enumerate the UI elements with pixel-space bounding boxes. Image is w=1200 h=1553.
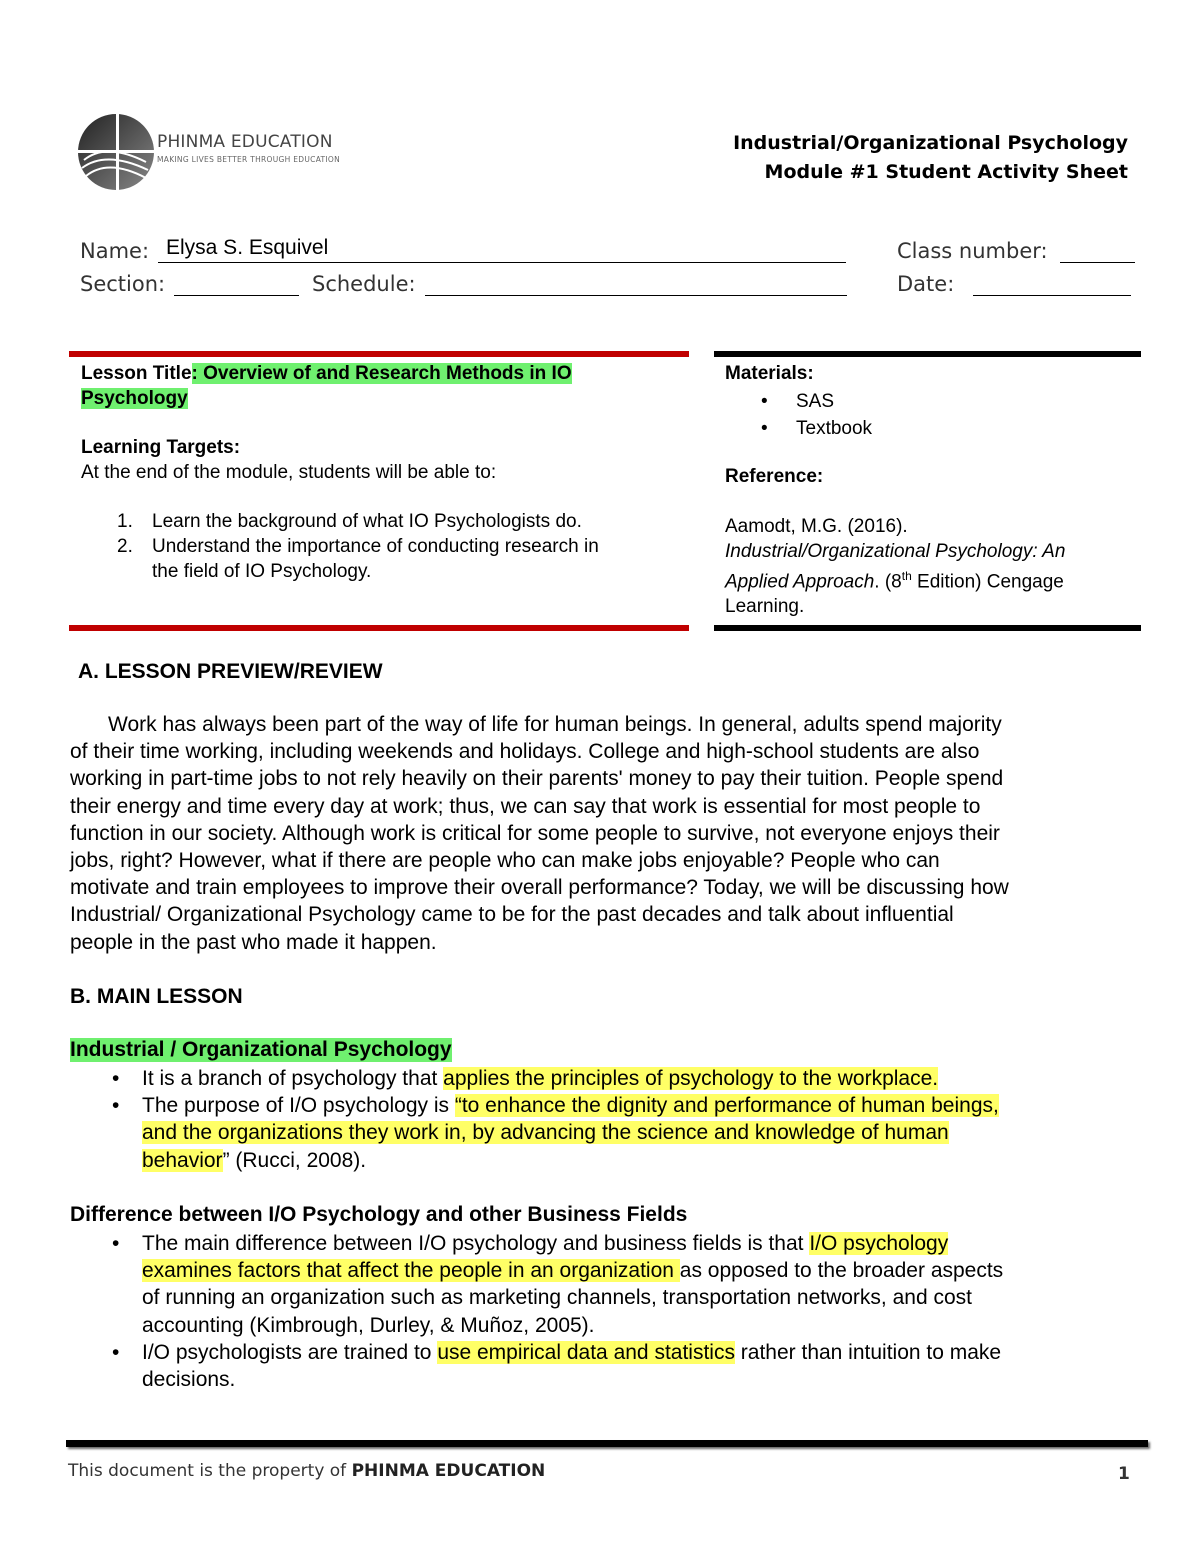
footer-rule [66, 1440, 1148, 1447]
page-number: 1 [1118, 1464, 1130, 1484]
list-item: 2. Understand the importance of conducting research in the field of IO Psychology. [117, 536, 599, 582]
name-field-line [158, 262, 846, 263]
materials-list [725, 388, 1135, 442]
schedule-label: Schedule: [312, 272, 416, 296]
learning-targets-list [81, 509, 681, 584]
name-label: Name: [80, 239, 150, 263]
schedule-field[interactable] [425, 295, 847, 296]
materials-box-top-rule [714, 351, 1141, 357]
bullet-icon: • [761, 418, 768, 439]
lesson-box-top-rule [69, 351, 689, 357]
date-field[interactable] [973, 295, 1131, 296]
section-field[interactable] [174, 295, 299, 296]
list-item: • Textbook [725, 415, 1135, 442]
class-number-label: Class number: [897, 239, 1048, 263]
list-item: • It is a branch of psychology that applies the principles of psychology to the workplace. [70, 1065, 1150, 1092]
learning-targets-intro: At the end of the module, students will be able to: [81, 462, 497, 483]
name-value[interactable]: Elysa S. Esquivel [166, 236, 329, 259]
class-number-field[interactable] [1060, 262, 1135, 263]
logo-tagline: MAKING LIVES BETTER THROUGH EDUCATION [157, 155, 341, 164]
bullet-icon: • [761, 391, 768, 412]
bullet-icon: • [112, 1094, 120, 1118]
footer-text: This document is the property of PHINMA EDUCATION [68, 1461, 546, 1481]
learning-targets-label: Learning Targets: [81, 437, 241, 458]
materials-box [725, 361, 1135, 619]
lesson-title-value-2: Psychology [81, 388, 188, 409]
list-item: 1. Learn the background of what IO Psychologists do. [117, 511, 582, 532]
reference-label: Reference: [725, 466, 824, 487]
io-psychology-bullets [70, 1065, 1150, 1174]
bullet-icon: • [112, 1340, 120, 1364]
course-title: Industrial/Organizational Psychology [733, 132, 1128, 154]
sheet-title: Module #1 Student Activity Sheet [764, 161, 1128, 183]
io-psychology-heading: Industrial / Organizational Psychology [70, 1038, 452, 1061]
difference-heading: Difference between I/O Psychology and other Business Fields [70, 1203, 688, 1226]
reference-title-line-2: Applied Approach. (8th Edition) Cengage [725, 569, 1064, 593]
date-label: Date: [897, 272, 955, 296]
reference-author: Aamodt, M.G. (2016). [725, 516, 908, 537]
logo-name: PHINMA EDUCATION [157, 132, 333, 152]
section-a-heading: A. LESSON PREVIEW/REVIEW [78, 660, 383, 683]
section-b-heading: B. MAIN LESSON [70, 985, 243, 1008]
logo-emblem-icon [76, 112, 166, 192]
lesson-title-label: Lesson Title [81, 363, 192, 384]
section-a-paragraph: Work has always been part of the way of life for human beings. In general, adults spend majority of their time working, including weekends and holidays. College and high-school students are also working in part-time jobs to not rely heavily on their parents' money to pay their tuition. People spend their energy and time every day at work; thus, we can say that work is essential for most people to function in our society. Although work is critical for some people to survive, not everyone enjoys their jobs, right? However, what if there are people who can make jobs enjoyable? People who can motivate and train employees to improve their overall performance? Today, we will be discussing how Industrial/ Organizational Psychology came to be for the past decades and talk about influential people in the past who made it happen. [70, 713, 1009, 954]
bullet-icon: • [112, 1067, 120, 1090]
reference-title: Industrial/Organizational Psychology: An [725, 541, 1066, 562]
list-item: • I/O psychologists are trained to use empirical data and statistics rather than intuition to make decisions. [112, 1340, 1002, 1392]
bullet-icon: • [112, 1232, 120, 1255]
list-item: • SAS [725, 388, 1135, 415]
logo-wordmark [157, 132, 340, 164]
section-label: Section: [80, 272, 166, 296]
lesson-title-value: : Overview of and Research Methods in IO [191, 363, 572, 384]
difference-bullets [70, 1230, 1150, 1393]
list-item: • The purpose of I/O psychology is “to enhance the dignity and performance of human beings, and the organizations they work in, by advancing the science and knowledge of human behavior” (Rucci, 2008). [112, 1094, 999, 1172]
lesson-box [81, 361, 681, 584]
reference-publisher: Learning. [725, 596, 805, 618]
materials-label: Materials: [725, 363, 814, 384]
lesson-box-bottom-rule [69, 625, 689, 631]
materials-box-bottom-rule [714, 625, 1141, 631]
list-item: • The main difference between I/O psychology and business fields is that I/O psychology examines factors that affect the people in an organization as opposed to the broader aspects of running an organization such as marketing channels, transportation networks, and cost accounting (Kimbrough, Durley, & Muñoz, 2005). [112, 1232, 1004, 1337]
